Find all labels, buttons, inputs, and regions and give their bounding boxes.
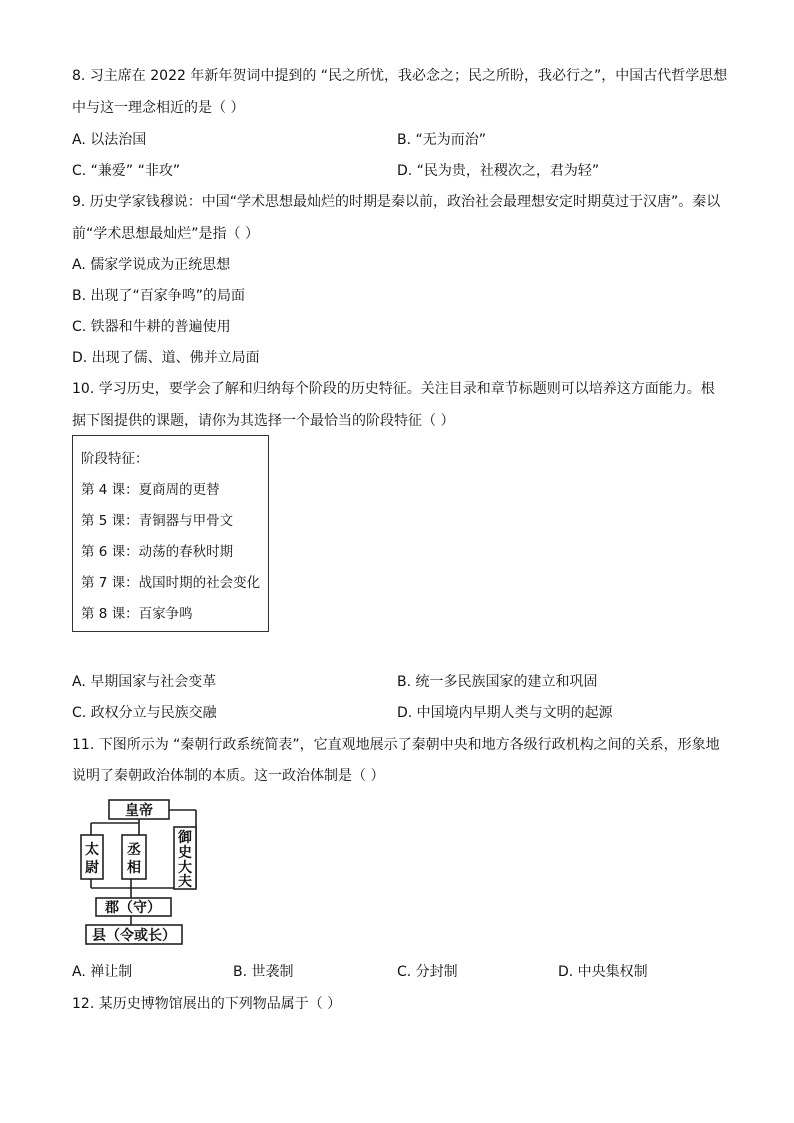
diagram-chengxiang-1: 丞 [127, 842, 141, 858]
q11-option-b: B. 世袭制 [233, 964, 294, 980]
q10-box-lesson-7: 第 7 课：战国时期的社会变化 [81, 575, 261, 591]
q10-box-lesson-8: 第 8 课：百家争鸣 [81, 606, 193, 622]
q8-stem-line2: 中与这一理念相近的是（ ） [72, 100, 245, 116]
q11-option-a: A. 禅让制 [72, 964, 133, 980]
q12-stem-line1: 12. 某历史博物馆展出的下列物品属于（ ） [72, 996, 342, 1012]
q10-option-d: D. 中国境内早期人类与文明的起源 [397, 705, 613, 721]
q10-option-a: A. 早期国家与社会变革 [72, 674, 217, 690]
q10-stem-line2: 据下图提供的课题，请你为其选择一个最恰当的阶段特征（ ） [72, 413, 455, 429]
diagram-chengxiang-2: 相 [127, 860, 141, 876]
diagram-taiwei-2: 尉 [85, 860, 99, 876]
q8-option-a: A. 以法治国 [72, 132, 147, 148]
diagram-taiwei-1: 太 [85, 842, 99, 858]
q10-option-b: B. 统一多民族国家的建立和巩固 [397, 674, 598, 690]
diagram-jun: 郡（守） [105, 900, 161, 916]
q9-option-a: A. 儒家学说成为正统思想 [72, 257, 231, 273]
diagram-yushi-3: 大 [178, 860, 192, 876]
q9-option-b: B. 出现了“百家争鸣”的局面 [72, 288, 246, 304]
q10-option-c: C. 政权分立与民族交融 [72, 705, 217, 721]
q9-stem-line1: 9. 历史学家钱穆说：中国“学术思想最灿烂的时期是秦以前，政治社会最理想安定时期莫过于汉唐”。秦以 [72, 194, 721, 210]
q9-option-c: C. 铁器和牛耕的普遍使用 [72, 319, 231, 335]
q10-box-lesson-5: 第 5 课：青铜器与甲骨文 [81, 513, 234, 529]
q9-option-d: D. 出现了儒、道、佛并立局面 [72, 350, 260, 366]
q11-option-c: C. 分封制 [397, 964, 458, 980]
q8-option-d: D. “民为贵，社稷次之，君为轻” [397, 163, 600, 179]
diagram-yushi-4: 夫 [178, 874, 192, 890]
diagram-xian: 县（令或长） [92, 928, 176, 944]
qin-admin-diagram [76, 798, 201, 948]
q8-stem-line1: 8. 习主席在 2022 年新年贺词中提到的 “民之所忧，我必念之；民之所盼，我必行之”，中国古代哲学思想 [72, 68, 728, 84]
diagram-yushi-1: 御 [178, 830, 192, 846]
q8-option-b: B. “无为而治” [397, 132, 487, 148]
q10-topic-box [72, 435, 269, 632]
q11-stem-line2: 说明了秦朝政治体制的本质。这一政治体制是（ ） [72, 768, 385, 784]
q10-box-lesson-4: 第 4 课：夏商周的更替 [81, 482, 220, 498]
q10-box-heading: 阶段特征： [81, 451, 149, 467]
q8-option-c: C. “兼爱” “非攻” [72, 163, 181, 179]
q10-box-lesson-6: 第 6 课：动荡的春秋时期 [81, 544, 234, 560]
diagram-yushi-2: 史 [178, 845, 192, 861]
q9-stem-line2: 前“学术思想最灿烂”是指（ ） [72, 226, 259, 242]
q11-option-d: D. 中央集权制 [558, 964, 648, 980]
diagram-emperor: 皇帝 [125, 803, 153, 819]
q11-stem-line1: 11. 下图所示为 “秦朝行政系统简表”，它直观地展示了秦朝中央和地方各级行政机构之间的关系，形象地 [72, 737, 720, 753]
q10-stem-line1: 10. 学习历史，要学会了解和归纳每个阶段的历史特征。关注目录和章节标题则可以培养这方面能力。根 [72, 381, 715, 397]
